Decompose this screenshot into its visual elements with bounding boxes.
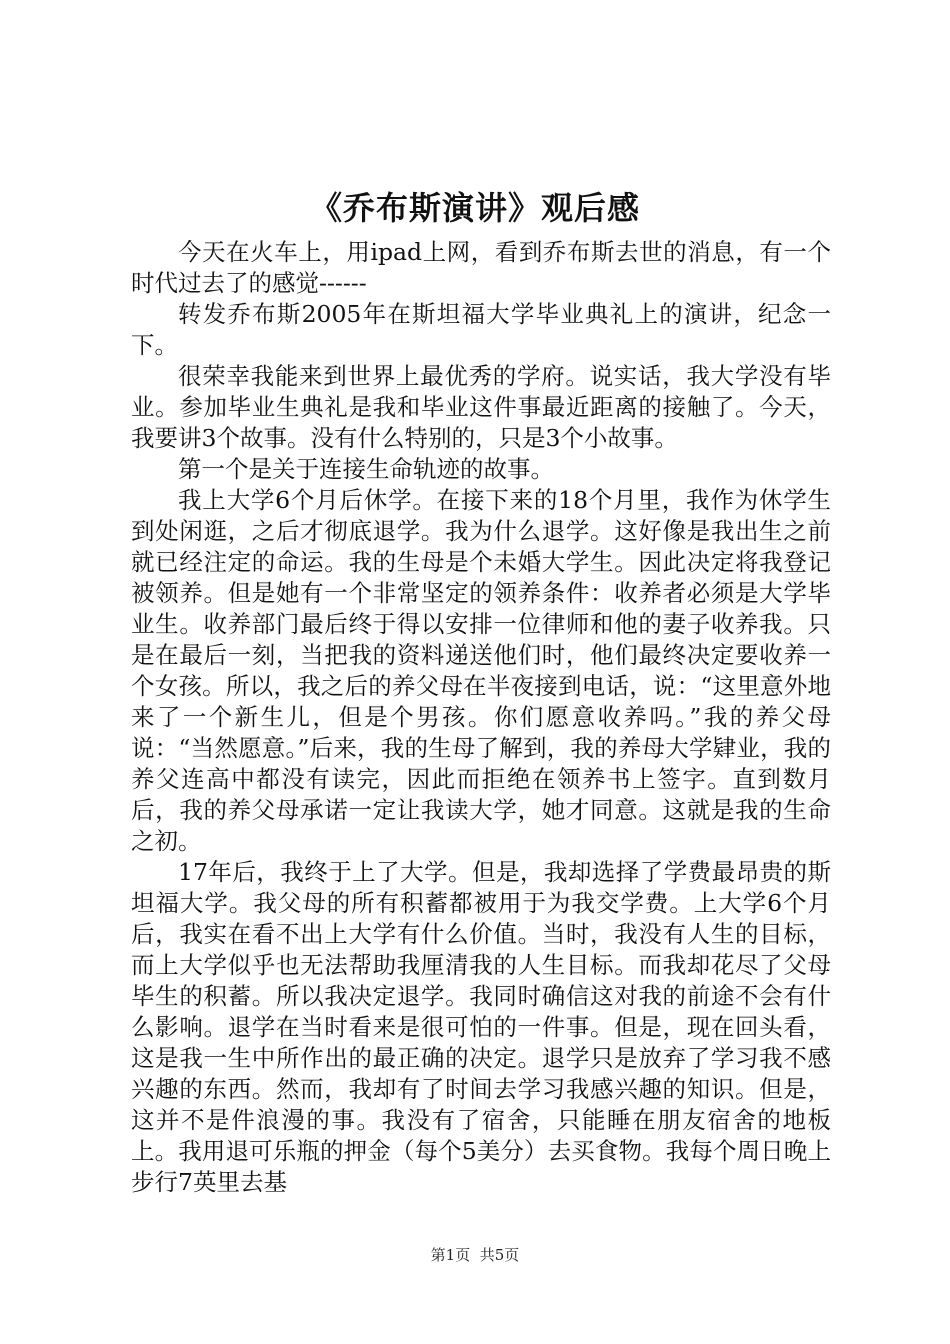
paragraph-1: 今天在火车上，用ipad上网，看到乔布斯去世的消息，有一个时代过去了的感觉------: [131, 238, 831, 297]
page-number: 第1页: [430, 1246, 471, 1264]
paragraph-3: 很荣幸我能来到世界上最优秀的学府。说实话，我大学没有毕业。参加毕业生典礼是我和毕业这件事最近距离的接触了。今天，我要讲3个故事。没有什么特别的，只是3个小故事。: [131, 362, 831, 452]
document-title: 《乔布斯演讲》观后感: [309, 189, 640, 227]
page-footer: [0, 1245, 950, 1265]
document-body: [131, 237, 831, 1198]
paragraph-5: 我上大学6个月后休学。在接下来的18个月里，我作为休学生到处闲逛，之后才彻底退学。我为什么退学。这好像是我出生之前就已经注定的命运。我的生母是个未婚大学生。因此决定将我登记被领养。但是她有一个非常坚定的领养条件：收养者必须是大学毕业生。收养部门最后终于得以安排一位律师和他的妻子收养我。只是在最后一刻，当把我的资料递送他们时，他们最终决定要收养一个女孩。所以，我之后的养父母在半夜接到电话，说：“这里意外地来了一个新生儿，但是个男孩。你们愿意收养吗。”我的养父母说：“当然愿意。”后来，我的生母了解到，我的养母大学肄业，我的养父连高中都没有读完，因此而拒绝在领养书上签字。直到数月后，我的养父母承诺一定让我读大学，她才同意。这就是我的生命之初。: [131, 486, 831, 855]
paragraph-6: 17年后，我终于上了大学。但是，我却选择了学费最昂贵的斯坦福大学。我父母的所有积蓄都被用于为我交学费。上大学6个月后，我实在看不出上大学有什么价值。当时，我没有人生的目标，而上大学似乎也无法帮助我厘清我的人生目标。而我却花尽了父母毕生的积蓄。所以我决定退学。我同时确信这对我的前途不会有什么影响。退学在当时看来是很可怕的一件事。但是，现在回头看，这是我一生中所作出的最正确的决定。退学只是放弃了学习我不感兴趣的东西。然而，我却有了时间去学习我感兴趣的知识。但是，这并不是件浪漫的事。我没有了宿舍，只能睡在朋友宿舍的地板上。我用退可乐瓶的押金（每个5美分）去买食物。我每个周日晚上步行7英里去基: [131, 858, 831, 1196]
paragraph-4: 第一个是关于连接生命轨迹的故事。: [178, 455, 554, 483]
footer-spacer: [470, 1246, 480, 1264]
page-total: 共5页: [479, 1246, 520, 1264]
paragraph-2: 转发乔布斯2005年在斯坦福大学毕业典礼上的演讲，纪念一下。: [131, 300, 831, 359]
